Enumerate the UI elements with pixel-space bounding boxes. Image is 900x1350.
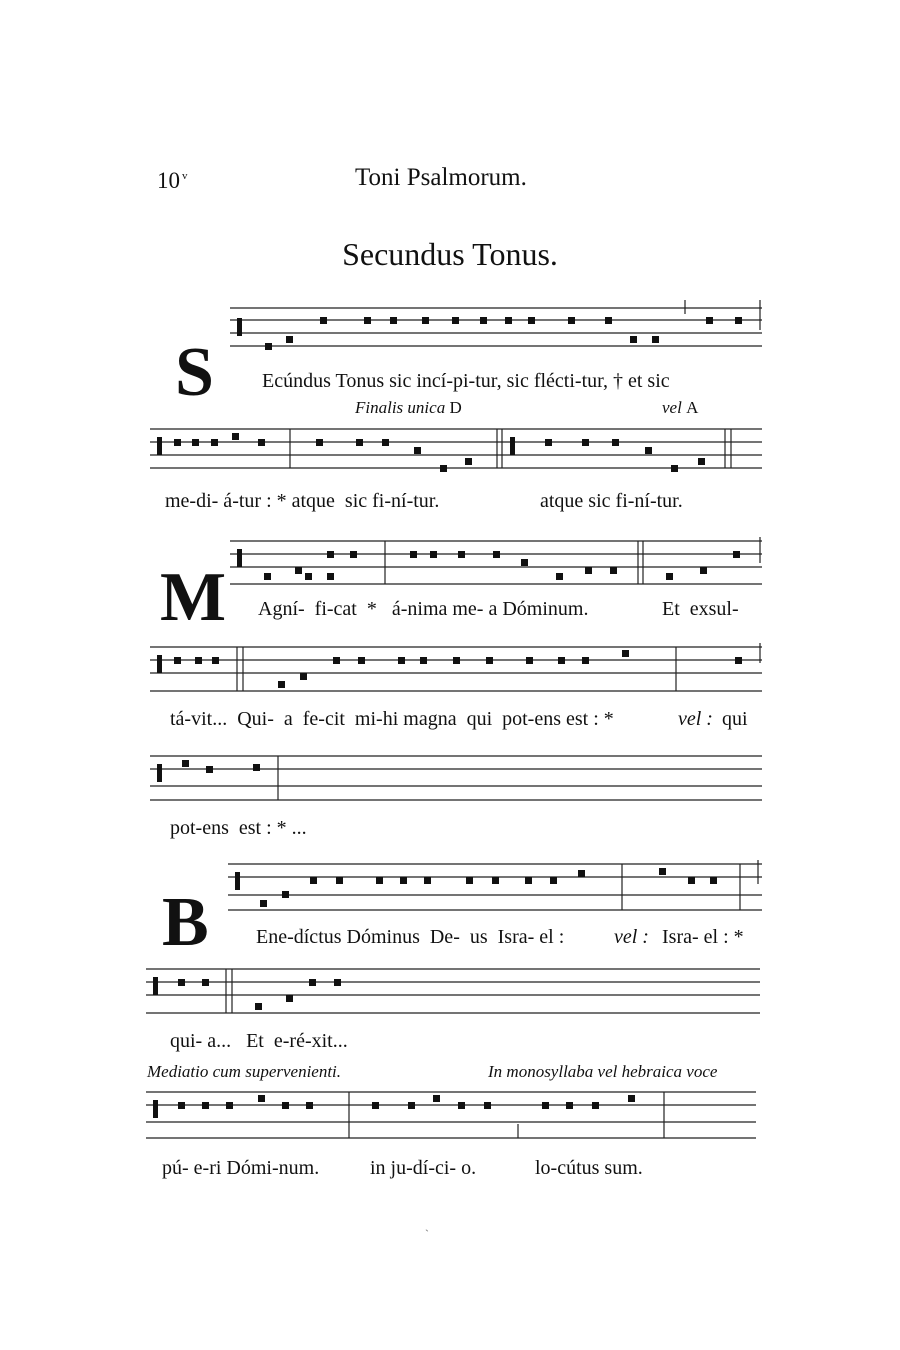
clef-icon [237,318,242,336]
staff-8 [146,1088,756,1143]
lyric-line: Agní- fi-cat * á-nima me- a Dóminum. [258,598,589,620]
drop-cap-m: M [160,559,227,636]
vel-annotation: vel : [678,708,713,730]
finalis-annotation: Finalis unica D [355,398,462,417]
lyric-line: Ecúndus Tonus sic incí-pi-tur, sic flécti-tur, † et sic [262,370,670,392]
clef-icon [153,977,158,995]
clef-icon [157,437,162,455]
staff-4 [150,643,762,698]
drop-cap-s: S [175,334,214,411]
lyric-line: lo-cútus sum. [535,1157,643,1179]
clef-icon [510,437,515,455]
mediatio-label: Mediatio cum supervenienti. [147,1062,342,1081]
lyric-line: tá-vit... Qui- a fe-cit mi-hi magna qui pot-ens est : * [170,708,614,730]
lyric-line: pot-ens est : * ... [170,817,307,839]
vel-annotation: vel : [614,926,649,948]
running-head: Toni Psalmorum. [355,164,527,191]
lyric-line: qui- a... Et e-ré-xit... [170,1030,348,1052]
page-number: 10 $^v$ [157,168,188,193]
staff-5 [150,752,762,807]
clef-icon [153,1100,158,1118]
lyric-line: qui [722,708,748,730]
monosyllaba-label: In monosyllaba vel hebraica voce [488,1062,718,1081]
lyric-line: me-di- á-tur : * atque sic fi-ní-tur. [165,490,440,512]
staff-2 [150,425,762,480]
footer-mark: ˎ [425,1218,429,1232]
page-title: Secundus Tonus. [342,236,558,272]
lyric-line: atque sic fi-ní-tur. [540,490,683,512]
lyric-line: Isra- el : * [662,926,744,948]
lyric-line: in ju-dí-ci- o. [370,1157,477,1179]
staff-7 [146,965,760,1020]
staff-3 [230,537,762,592]
vel-a-annotation: vel A [662,398,699,417]
clef-icon [235,872,240,890]
clef-icon [157,655,162,673]
lyric-line: Ene-díctus Dóminus De- us Isra- el : [256,926,565,948]
lyric-line: Et exsul- [662,598,739,620]
clef-icon [237,549,242,567]
drop-cap-b: B [162,884,209,961]
clef-icon [157,764,162,782]
staff-1 [230,300,762,360]
staff-6 [228,860,762,915]
lyric-line: pú- e-ri Dómi-num. [162,1157,320,1179]
